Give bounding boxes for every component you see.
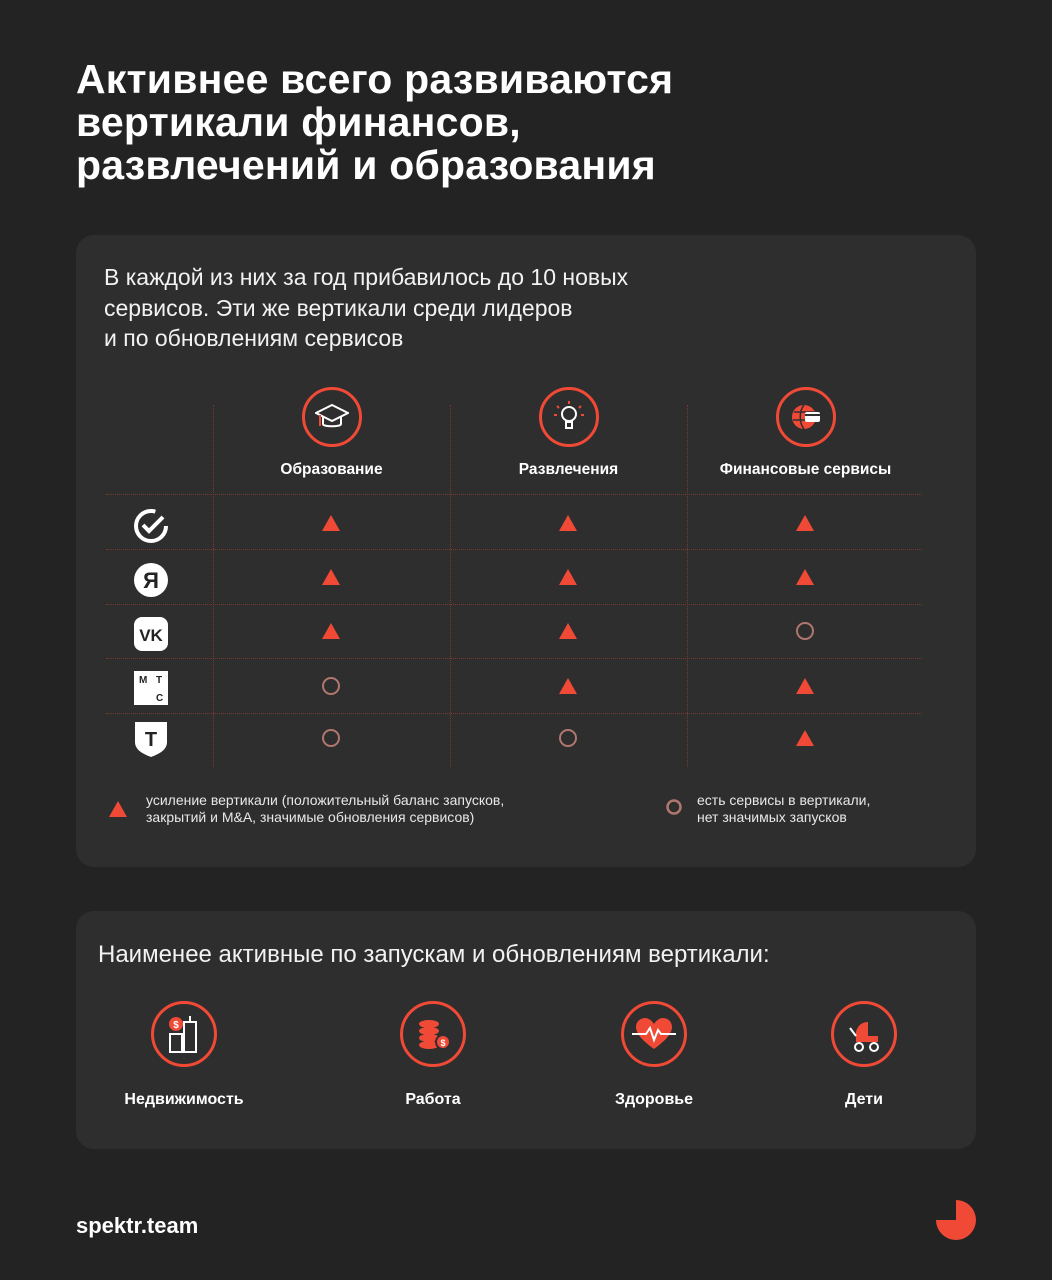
least-item-label: Здоровье — [614, 1091, 694, 1108]
footer-site[interactable]: spektr.team — [76, 1213, 199, 1238]
legend-line: есть сервисы в вертикали, — [697, 792, 871, 808]
tbank-logo-text: Т — [144, 729, 158, 751]
graduation-cap-icon — [302, 387, 362, 447]
triangle-up-icon — [795, 728, 815, 748]
tbank-logo — [133, 721, 169, 757]
triangle-up-icon — [558, 621, 578, 641]
intro-line: сервисов. Эти же вертикали среди лидеров — [104, 294, 573, 321]
least-item-health — [564, 1001, 744, 1109]
svg-text:$: $ — [440, 1038, 446, 1048]
column-entertainment — [450, 387, 687, 479]
legend-line: закрытий и M&A, значимые обновления сервисов) — [146, 809, 475, 825]
least-item-label: Недвижимость — [124, 1091, 244, 1108]
legend-line: нет значимых запусков — [697, 809, 847, 825]
grid-divider — [106, 713, 922, 714]
globe-card-icon — [776, 387, 836, 447]
legend-line: усиление вертикали (положительный баланс запусков, — [146, 792, 505, 808]
triangle-up-icon — [795, 567, 815, 587]
stroller-icon — [831, 1001, 897, 1067]
least-item-work — [343, 1001, 523, 1109]
grid-divider — [106, 549, 922, 550]
yandex-logo-text: Я — [143, 568, 159, 593]
triangle-up-icon — [558, 567, 578, 587]
mark-up — [322, 569, 340, 585]
triangle-up-icon — [795, 513, 815, 533]
yandex-logo — [133, 562, 169, 598]
sber-logo — [133, 508, 169, 544]
circle-outline-icon — [321, 676, 341, 696]
svg-text:М: М — [139, 675, 148, 686]
least-item-label: Дети — [845, 1091, 883, 1108]
circle-outline-icon — [321, 728, 341, 748]
mark-present — [559, 729, 577, 747]
mark-present — [322, 677, 340, 695]
mark-up — [796, 515, 814, 531]
triangle-up-icon — [558, 676, 578, 696]
real-estate-icon — [151, 1001, 217, 1067]
page-title — [76, 58, 976, 187]
coins-icon — [400, 1001, 466, 1067]
intro-line: В каждой из них за год прибавилось до 10 новых — [104, 264, 629, 290]
legend-present — [665, 792, 870, 826]
legend-up — [108, 792, 504, 826]
vk-logo — [133, 616, 169, 652]
least-item-kids — [774, 1001, 954, 1109]
title-line: Активнее всего развиваются — [76, 56, 674, 102]
column-label: Образование — [280, 461, 383, 478]
svg-text:С: С — [156, 693, 164, 704]
triangle-up-icon — [108, 800, 128, 818]
mark-up — [796, 730, 814, 746]
circle-outline-icon — [558, 728, 578, 748]
triangle-up-icon — [321, 513, 341, 533]
column-education — [213, 387, 450, 479]
vk-logo-text: VK — [139, 626, 163, 645]
least-active-title: Наименее активные по запускам и обновлениям вертикали: — [98, 941, 770, 968]
grid-divider — [106, 658, 922, 659]
intro-text — [104, 262, 864, 354]
heart-pulse-icon — [621, 1001, 687, 1067]
lightbulb-icon — [539, 387, 599, 447]
mark-up — [796, 569, 814, 585]
mark-up — [322, 515, 340, 531]
mark-present — [322, 729, 340, 747]
column-label: Финансовые сервисы — [719, 461, 892, 478]
least-item-real-estate — [94, 1001, 274, 1109]
leaders-card — [76, 235, 976, 867]
title-line: вертикали финансов, — [76, 99, 521, 145]
grid-divider — [106, 494, 922, 495]
column-finance — [687, 387, 924, 479]
triangle-up-icon — [558, 513, 578, 533]
column-label: Развлечения — [518, 461, 619, 478]
mark-up — [322, 623, 340, 639]
svg-text:Т: Т — [156, 675, 163, 686]
spektr-logo — [934, 1198, 978, 1242]
triangle-up-icon — [321, 621, 341, 641]
mark-up — [796, 678, 814, 694]
legend-up-text — [146, 792, 504, 826]
legend-present-text — [697, 792, 870, 826]
mark-present — [796, 622, 814, 640]
circle-outline-icon — [795, 621, 815, 641]
mts-logo — [133, 670, 169, 706]
intro-line: и по обновлениям сервисов — [104, 325, 404, 351]
circle-outline-icon — [665, 798, 683, 816]
least-active-card — [76, 911, 976, 1149]
grid-divider — [106, 604, 922, 605]
mark-up — [559, 678, 577, 694]
mark-up — [559, 515, 577, 531]
triangle-up-icon — [321, 567, 341, 587]
least-item-label: Работа — [405, 1091, 461, 1108]
mark-up — [559, 623, 577, 639]
title-line: развлечений и образования — [76, 142, 656, 188]
mark-up — [559, 569, 577, 585]
svg-text:$: $ — [173, 1020, 179, 1031]
triangle-up-icon — [795, 676, 815, 696]
